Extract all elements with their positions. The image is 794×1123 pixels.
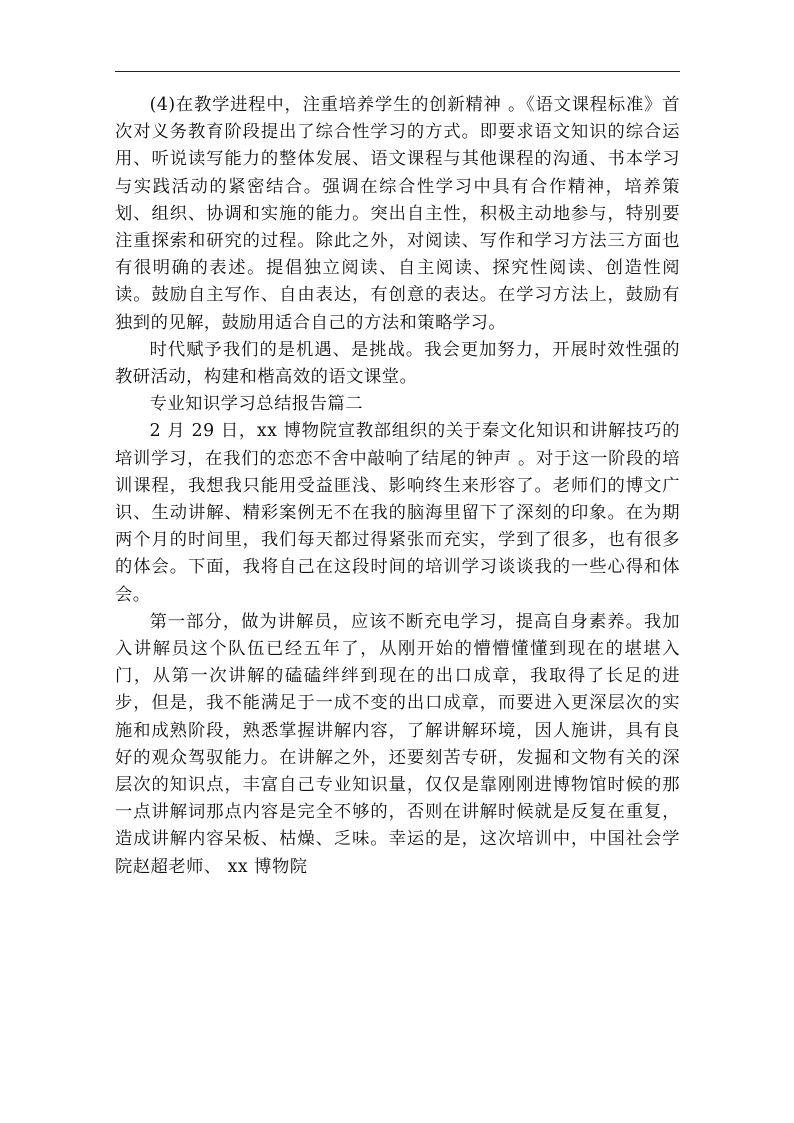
paragraph-era-opportunity: 时代赋予我们的是机遇、是挑战。我会更加努力，开展时效性强的教研活动，构建和楷高效的语文课堂。 xyxy=(115,339,680,388)
paragraph-part-one: 第一部分，做为讲解员，应该不断充电学习，提高自身素养。我加入讲解员这个队伍已经五年了，从刚开始的懵懵懂懂到现在的堪堪入门，从第一次讲解的磕磕绊绊到现在的出口成章，我取得了长足的进步，但是，我不能满足于一成不变的出口成章，而要进入更深层次的实施和成熟阶段，熟悉掌握讲解内容，了解讲解环境，因人施讲，具有良好的观众驾驭能力。在讲解之外，还要刻苦专研，发掘和文物有关的深层次的知识点，丰富自己专业知识量，仅仅是靠刚刚进博物馆时候的那一点讲解词那点内容是完全不够的，否则在讲解时候就是反复在重复，造成讲解内容呆板、枯燥、乏味。幸运的是，这次培训中，中国社会学院赵超老师、 xx 博物院 xyxy=(115,611,680,877)
paragraph-training-summary: 2 月 29 日，xx 博物院宣教部组织的关于秦文化知识和讲解技巧的培训学习，在我们的恋恋不舍中敲响了结尾的钟声 。对于这一阶段的培训课程，我想我只能用受益匪浅、影响终生来形容了。老师们的博文广识、生动讲解、精彩案例无不在我的脑海里留下了深刻的印象。在为期两个月的时间里，我们每天都过得紧张而充实，学到了很多，也有很多的体会。下面，我将自己在这段时间的培训学习谈谈我的一些心得和体会。 xyxy=(115,421,680,605)
header-rule xyxy=(115,71,680,72)
section-heading: 专业知识学习总结报告篇二 xyxy=(149,394,363,415)
document-body xyxy=(115,92,680,881)
paragraph-innovation-spirit: (4)在教学进程中，注重培养学生的创新精神 。《语文课程标准》首次对义务教育阶段提出了综合性学习的方式。即要求语文知识的综合运用、听说读写能力的整体发展、语文课程与其他课程的沟通、书本学习与实践活动的紧密结合。强调在综合性学习中具有合作精神，培养策划、组织、协调和实施的能力。突出自主性，积极主动地参与，特别要注重探索和研究的过程。除此之外，对阅读、写作和学习方法三方面也有很明确的表述。提倡独立阅读、自主阅读、探究性阅读、创造性阅读。鼓励自主写作、自由表达，有创意的表达。在学习方法上，鼓励有独到的见解，鼓励用适合自己的方法和策略学习。 xyxy=(115,95,680,333)
